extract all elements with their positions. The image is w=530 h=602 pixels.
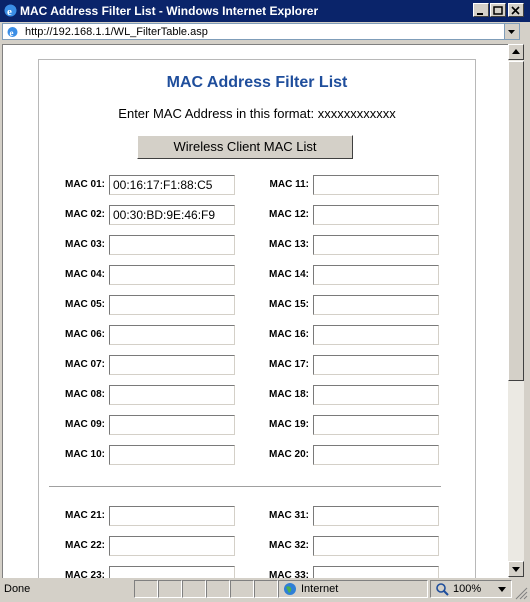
wireless-client-mac-list-button[interactable]: Wireless Client MAC List (137, 135, 353, 159)
close-button[interactable] (508, 3, 524, 17)
mac-label: MAC 12: (268, 209, 309, 220)
mac-label: MAC 31: (268, 510, 309, 521)
mac-input[interactable] (313, 175, 439, 195)
mac-entry-row (39, 205, 475, 227)
mac-label: MAC 32: (268, 540, 309, 551)
mac-label: MAC 18: (268, 389, 309, 400)
address-bar (0, 22, 530, 42)
mac-entry-row (39, 355, 475, 377)
mac-label: MAC 16: (268, 329, 309, 340)
close-icon (509, 5, 523, 17)
mac-label: MAC 09: (64, 419, 105, 430)
mac-input[interactable] (313, 205, 439, 225)
zoom-level: 100% (453, 583, 482, 595)
mac-input[interactable]: 00:30:BD:9E:46:F9 (109, 205, 235, 225)
maximize-icon (491, 5, 505, 17)
mac-label: MAC 20: (268, 449, 309, 460)
mac-entry-row (39, 235, 475, 257)
mac-input[interactable] (313, 506, 439, 526)
status-cell (230, 580, 254, 598)
address-field[interactable] (2, 23, 520, 40)
page-viewport (2, 44, 509, 578)
mac-label: MAC 11: (269, 179, 309, 190)
mac-label: MAC 08: (64, 389, 105, 400)
mac-label: MAC 19: (268, 419, 309, 430)
ie-logo-icon (3, 3, 18, 18)
mac-entry-row (39, 295, 475, 317)
mac-label: MAC 07: (64, 359, 105, 370)
arrow-down-icon (509, 562, 523, 576)
status-cell (254, 580, 278, 598)
svg-text:e: e (7, 6, 12, 18)
mac-input[interactable] (313, 536, 439, 556)
mac-label: MAC 13: (268, 239, 309, 250)
arrow-up-icon (509, 45, 523, 59)
mac-label: MAC 02: (64, 209, 105, 220)
svg-text:e: e (9, 28, 14, 38)
mac-label: MAC 05: (64, 299, 105, 310)
mac-entry-row (39, 445, 475, 467)
mac-input[interactable] (313, 566, 439, 578)
mac-label: MAC 03: (64, 239, 105, 250)
mac-entry-row (39, 385, 475, 407)
mac-entry-row (39, 536, 475, 558)
mac-input[interactable]: 00:16:17:F1:88:C5 (109, 175, 235, 195)
page-title: MAC Address Filter List (166, 74, 348, 91)
mac-label: MAC 33: (268, 570, 309, 578)
mac-label: MAC 22: (64, 540, 105, 551)
mac-input[interactable] (313, 265, 439, 285)
zoom-control[interactable] (430, 580, 512, 598)
mac-input[interactable] (313, 385, 439, 405)
filter-panel (38, 59, 476, 578)
mac-entry-row (39, 175, 475, 197)
window-titlebar (0, 0, 530, 22)
zoom-magnifier-icon (435, 582, 449, 596)
status-bar (0, 578, 530, 602)
resize-grip-icon[interactable] (514, 586, 528, 600)
mac-entry-row (39, 325, 475, 347)
address-url: http://192.168.1.1/WL_FilterTable.asp (25, 26, 208, 38)
mac-entry-row (39, 566, 475, 578)
format-hint: Enter MAC Address in this format: xxxxxxxxxxxx (118, 106, 396, 121)
mac-label: MAC 21: (64, 510, 105, 521)
scroll-up-button[interactable] (508, 44, 524, 60)
page-icon (6, 26, 19, 38)
mac-input[interactable] (313, 295, 439, 315)
status-cell (182, 580, 206, 598)
mac-entry-row (39, 265, 475, 287)
status-cell (158, 580, 182, 598)
scroll-down-button[interactable] (508, 561, 524, 577)
mac-input[interactable] (313, 325, 439, 345)
mac-input[interactable] (313, 415, 439, 435)
mac-label: MAC 14: (268, 269, 309, 280)
mac-label: MAC 10: (64, 449, 105, 460)
mac-label: MAC 06: (64, 329, 105, 340)
vertical-scrollbar[interactable] (508, 44, 524, 577)
section-divider (49, 486, 441, 488)
mac-input[interactable] (313, 355, 439, 375)
chevron-down-icon (497, 586, 507, 594)
scrollbar-thumb[interactable] (508, 61, 524, 381)
minimize-icon (474, 5, 488, 17)
mac-label: MAC 04: (64, 269, 105, 280)
globe-icon (283, 582, 297, 596)
mac-label: MAC 01: (64, 179, 105, 190)
address-dropdown-button[interactable] (504, 24, 519, 39)
zone-label: Internet (301, 583, 339, 595)
mac-label: MAC 17: (268, 359, 309, 370)
zone-cell (278, 580, 428, 598)
maximize-button[interactable] (490, 3, 506, 17)
mac-input[interactable] (313, 235, 439, 255)
minimize-button[interactable] (473, 3, 489, 17)
window-title: MAC Address Filter List - Windows Internet Explorer (20, 4, 319, 18)
mac-label: MAC 15: (268, 299, 309, 310)
chevron-down-icon (505, 24, 518, 39)
status-cell (134, 580, 158, 598)
mac-entry-row (39, 415, 475, 437)
mac-entry-row (39, 506, 475, 528)
mac-label: MAC 23: (64, 570, 105, 578)
status-text: Done (4, 583, 31, 595)
mac-input[interactable] (313, 445, 439, 465)
status-cell (206, 580, 230, 598)
